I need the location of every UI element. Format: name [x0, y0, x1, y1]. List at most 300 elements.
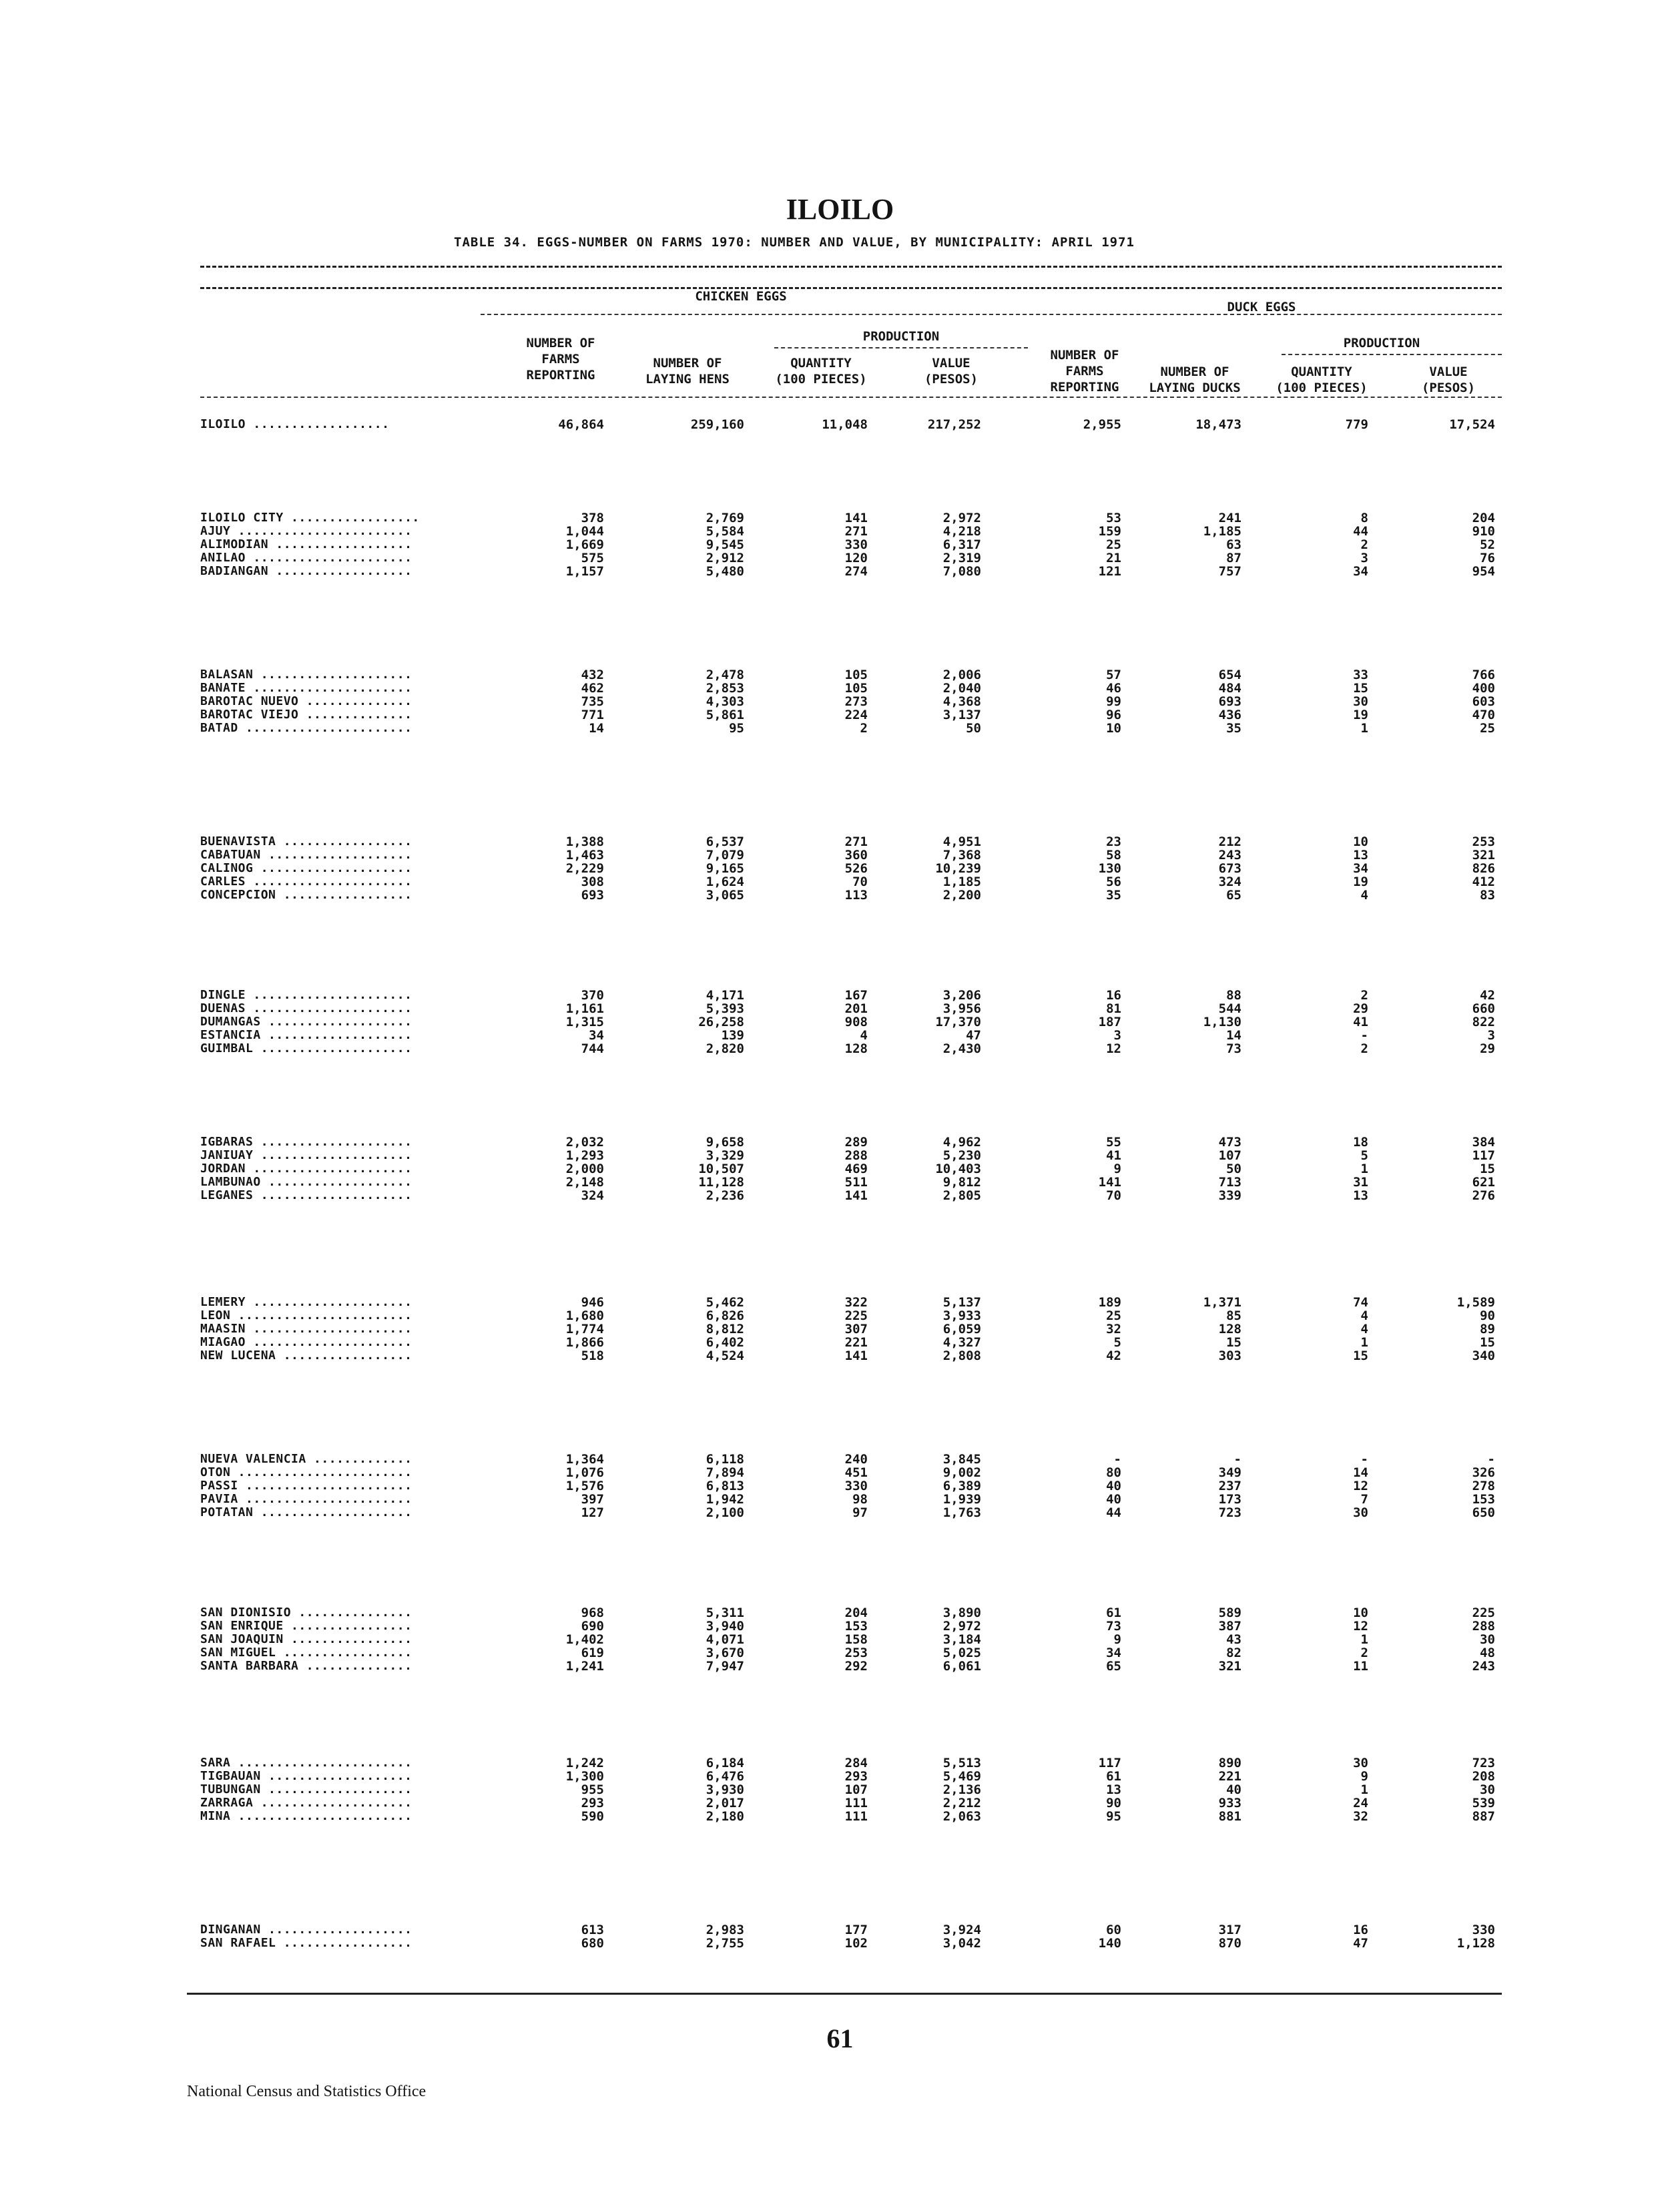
municipality-name: CABATUAN ................... — [200, 848, 412, 862]
table-cell: 9,812 — [942, 1175, 981, 1190]
table-cell: 2,955 — [1083, 417, 1121, 432]
table-cell: 3,930 — [706, 1782, 744, 1797]
table-cell: 80 — [1106, 1465, 1121, 1480]
table-cell: 65 — [1226, 888, 1241, 903]
table-cell: 243 — [1472, 1659, 1495, 1674]
table-row — [0, 1465, 1680, 1479]
total-row — [0, 417, 1680, 431]
table-cell: 1,763 — [942, 1505, 981, 1520]
table-cell: 117 — [1472, 1148, 1495, 1163]
table-cell: 723 — [1218, 1505, 1241, 1520]
municipality-name: TUBUNGAN ................... — [200, 1782, 412, 1796]
table-cell: 680 — [581, 1936, 604, 1951]
municipality-name: LEGANES .................... — [200, 1188, 412, 1202]
table-cell: 34 — [1106, 1646, 1121, 1660]
table-cell: 141 — [1098, 1175, 1121, 1190]
table-cell: 451 — [844, 1465, 868, 1480]
table-cell: 32 — [1353, 1809, 1368, 1824]
table-cell: 1,185 — [942, 875, 981, 889]
table-cell: - — [1233, 1452, 1241, 1467]
table-cell: 237 — [1218, 1479, 1241, 1493]
table-row — [0, 875, 1680, 888]
table-cell: 326 — [1472, 1465, 1495, 1480]
table-cell: 3 — [1360, 551, 1368, 565]
table-cell: 10,239 — [935, 861, 981, 876]
municipality-name: GUIMBAL .................... — [200, 1041, 412, 1055]
table-cell: 284 — [844, 1756, 868, 1770]
table-cell: 5,311 — [706, 1606, 744, 1620]
municipality-name: BAROTAC VIEJO .............. — [200, 708, 412, 722]
table-row — [0, 1188, 1680, 1202]
table-cell: 473 — [1218, 1135, 1241, 1150]
table-cell: 98 — [852, 1492, 868, 1507]
table-cell: 6,402 — [706, 1335, 744, 1350]
table-cell: 1,576 — [565, 1479, 604, 1493]
table-cell: 153 — [844, 1619, 868, 1634]
table-cell: 2,805 — [942, 1188, 981, 1203]
table-cell: 61 — [1106, 1606, 1121, 1620]
table-cell: 7,894 — [706, 1465, 744, 1480]
table-cell: 9,165 — [706, 861, 744, 876]
municipality-name: CONCEPCION ................. — [200, 888, 412, 902]
table-cell: 910 — [1472, 524, 1495, 539]
table-cell: 2,319 — [942, 551, 981, 565]
table-cell: 47 — [1353, 1936, 1368, 1951]
table-cell: 590 — [581, 1809, 604, 1824]
table-row — [0, 1162, 1680, 1175]
table-cell: 3,890 — [942, 1606, 981, 1620]
table-cell: 1,371 — [1203, 1295, 1241, 1310]
table-cell: 2,006 — [942, 668, 981, 682]
table-cell: 293 — [844, 1769, 868, 1784]
table-cell: 660 — [1472, 1001, 1495, 1016]
municipality-name: LEON ....................... — [200, 1308, 412, 1322]
table-cell: 3,956 — [942, 1001, 981, 1016]
table-cell: 1,463 — [565, 848, 604, 863]
table-cell: 274 — [844, 564, 868, 579]
table-cell: 322 — [844, 1295, 868, 1310]
table-cell: 339 — [1218, 1188, 1241, 1203]
table-cell: 276 — [1472, 1188, 1495, 1203]
table-cell: 292 — [844, 1659, 868, 1674]
table-cell: 2,983 — [706, 1923, 744, 1937]
table-cell: 1 — [1360, 1782, 1368, 1797]
municipality-name: ESTANCIA ................... — [200, 1028, 412, 1042]
table-cell: 12 — [1106, 1041, 1121, 1056]
table-cell: 243 — [1218, 848, 1241, 863]
municipality-name: BANATE ..................... — [200, 681, 412, 695]
table-cell: 511 — [844, 1175, 868, 1190]
table-cell: 11,048 — [822, 417, 868, 432]
table-cell: 204 — [844, 1606, 868, 1620]
table-cell: 2 — [1360, 1646, 1368, 1660]
table-cell: 5,230 — [942, 1148, 981, 1163]
table-cell: 89 — [1480, 1322, 1495, 1336]
table-cell: 744 — [581, 1041, 604, 1056]
table-cell: 619 — [581, 1646, 604, 1660]
table-cell: 3 — [1113, 1028, 1121, 1043]
table-cell: 128 — [844, 1041, 868, 1056]
table-cell: 469 — [844, 1162, 868, 1176]
table-row — [0, 1308, 1680, 1322]
table-cell: 693 — [1218, 694, 1241, 709]
table-row — [0, 708, 1680, 721]
table-cell: 4,218 — [942, 524, 981, 539]
table-cell: 5,393 — [706, 1001, 744, 1016]
table-cell: 140 — [1098, 1936, 1121, 1951]
table-cell: 82 — [1226, 1646, 1241, 1660]
table-cell: 6,826 — [706, 1308, 744, 1323]
table-cell: 890 — [1218, 1756, 1241, 1770]
municipality-name: SAN RAFAEL ................. — [200, 1936, 412, 1950]
table-cell: 30 — [1353, 694, 1368, 709]
table-cell: 70 — [852, 875, 868, 889]
table-cell: 321 — [1472, 848, 1495, 863]
table-cell: 53 — [1106, 511, 1121, 525]
table-cell: 12 — [1353, 1479, 1368, 1493]
table-cell: 1 — [1360, 1335, 1368, 1350]
table-cell: 58 — [1106, 848, 1121, 863]
table-cell: 253 — [1472, 834, 1495, 849]
table-cell: 65 — [1106, 1659, 1121, 1674]
table-cell: 432 — [581, 668, 604, 682]
table-cell: 340 — [1472, 1349, 1495, 1363]
table-cell: 271 — [844, 524, 868, 539]
table-cell: 7,079 — [706, 848, 744, 863]
farms-reporting-header: NUMBER OF FARMS REPORTING — [526, 336, 595, 383]
municipality-name: MIAGAO ..................... — [200, 1335, 412, 1349]
table-cell: 2,912 — [706, 551, 744, 565]
table-row — [0, 1659, 1680, 1672]
table-cell: 654 — [1218, 668, 1241, 682]
table-row — [0, 1809, 1680, 1822]
table-cell: 2,040 — [942, 681, 981, 696]
table-cell: 6,317 — [942, 537, 981, 552]
table-row — [0, 1452, 1680, 1465]
table-cell: 11,128 — [698, 1175, 744, 1190]
table-cell: 127 — [581, 1505, 604, 1520]
table-cell: 2,200 — [942, 888, 981, 903]
table-cell: 63 — [1226, 537, 1241, 552]
municipality-name: JORDAN ..................... — [200, 1162, 412, 1176]
table-cell: 7 — [1360, 1492, 1368, 1507]
table-cell: 484 — [1218, 681, 1241, 696]
table-cell: 121 — [1098, 564, 1121, 579]
table-title: TABLE 34. EGGS-NUMBER ON FARMS 1970: NUMBER AND VALUE, BY MUNICIPALITY: APRIL 1971 — [454, 235, 1135, 250]
table-cell: 1,624 — [706, 875, 744, 889]
table-cell: 6,061 — [942, 1659, 981, 1674]
table-row — [0, 834, 1680, 848]
table-cell: 23 — [1106, 834, 1121, 849]
table-cell: 2,853 — [706, 681, 744, 696]
table-cell: 107 — [1218, 1148, 1241, 1163]
municipality-name: NEW LUCENA ................. — [200, 1349, 412, 1363]
table-cell: 613 — [581, 1923, 604, 1937]
table-cell: 1,315 — [565, 1015, 604, 1029]
table-cell: 1,185 — [1203, 524, 1241, 539]
table-cell: 6,537 — [706, 834, 744, 849]
table-cell: 221 — [844, 1335, 868, 1350]
table-cell: 201 — [844, 1001, 868, 1016]
laying-ducks-header: NUMBER OF LAYING DUCKS — [1149, 364, 1241, 395]
table-cell: 826 — [1472, 861, 1495, 876]
table-cell: 208 — [1472, 1769, 1495, 1784]
table-cell: 621 — [1472, 1175, 1495, 1190]
table-cell: 324 — [1218, 875, 1241, 889]
table-cell: 153 — [1472, 1492, 1495, 1507]
table-cell: 25 — [1106, 1308, 1121, 1323]
table-cell: 90 — [1106, 1796, 1121, 1810]
table-cell: 76 — [1480, 551, 1495, 565]
table-cell: 1,939 — [942, 1492, 981, 1507]
table-cell: 70 — [1106, 1188, 1121, 1203]
table-cell: 120 — [844, 551, 868, 565]
table-cell: 3,329 — [706, 1148, 744, 1163]
table-cell: 3,184 — [942, 1632, 981, 1647]
duck-value-header: VALUE (PESOS) — [1421, 364, 1476, 395]
table-cell: 11 — [1353, 1659, 1368, 1674]
table-cell: 81 — [1106, 1001, 1121, 1016]
table-cell: 1,680 — [565, 1308, 604, 1323]
table-cell: 1,402 — [565, 1632, 604, 1647]
table-cell: 4,951 — [942, 834, 981, 849]
table-row — [0, 861, 1680, 875]
table-cell: 107 — [844, 1782, 868, 1797]
table-cell: 14 — [1226, 1028, 1241, 1043]
table-cell: 360 — [844, 848, 868, 863]
table-cell: 10,403 — [935, 1162, 981, 1176]
table-cell: 1,157 — [565, 564, 604, 579]
table-cell: 278 — [1472, 1479, 1495, 1493]
table-cell: 308 — [581, 875, 604, 889]
table-cell: 2,478 — [706, 668, 744, 682]
table-cell: 7,080 — [942, 564, 981, 579]
municipality-name: PASSI ...................... — [200, 1479, 412, 1493]
table-cell: 1,669 — [565, 537, 604, 552]
table-cell: 56 — [1106, 875, 1121, 889]
table-cell: 2,972 — [942, 1619, 981, 1634]
table-cell: 5,584 — [706, 524, 744, 539]
table-cell: 908 — [844, 1015, 868, 1029]
municipality-name: MINA ....................... — [200, 1809, 412, 1823]
table-cell: 288 — [844, 1148, 868, 1163]
table-row — [0, 721, 1680, 734]
table-cell: 330 — [844, 1479, 868, 1493]
table-cell: 6,389 — [942, 1479, 981, 1493]
quantity-header: QUANTITY (100 PIECES) — [775, 356, 867, 387]
table-row — [0, 1015, 1680, 1028]
municipality-name: SAN JOAQUIN ................ — [200, 1632, 412, 1646]
table-row — [0, 1335, 1680, 1349]
table-cell: 10 — [1106, 721, 1121, 736]
table-cell: 14 — [1353, 1465, 1368, 1480]
table-cell: 159 — [1098, 524, 1121, 539]
table-cell: 9 — [1113, 1162, 1121, 1176]
table-row — [0, 888, 1680, 901]
table-cell: 735 — [581, 694, 604, 709]
table-cell: 99 — [1106, 694, 1121, 709]
table-cell: 15 — [1226, 1335, 1241, 1350]
table-cell: 30 — [1480, 1632, 1495, 1647]
table-cell: 9,658 — [706, 1135, 744, 1150]
table-cell: 2,229 — [565, 861, 604, 876]
table-cell: 13 — [1106, 1782, 1121, 1797]
table-cell: 31 — [1353, 1175, 1368, 1190]
table-cell: 29 — [1480, 1041, 1495, 1056]
table-cell: 87 — [1226, 551, 1241, 565]
municipality-name: BAROTAC NUEVO .............. — [200, 694, 412, 708]
table-cell: - — [1360, 1028, 1368, 1043]
table-cell: 18 — [1353, 1135, 1368, 1150]
table-cell: 5 — [1113, 1335, 1121, 1350]
table-cell: 113 — [844, 888, 868, 903]
municipality-name: CALINOG .................... — [200, 861, 412, 875]
table-cell: 46,864 — [558, 417, 604, 432]
table-cell: 870 — [1218, 1936, 1241, 1951]
municipality-name: AJUY ....................... — [200, 524, 412, 538]
table-cell: 88 — [1226, 988, 1241, 1003]
municipality-name: DUMANGAS ................... — [200, 1015, 412, 1029]
table-cell: 158 — [844, 1632, 868, 1647]
table-cell: 7,947 — [706, 1659, 744, 1674]
table-cell: 85 — [1226, 1308, 1241, 1323]
table-cell: 40 — [1106, 1492, 1121, 1507]
table-cell: 650 — [1472, 1505, 1495, 1520]
table-cell: 1,774 — [565, 1322, 604, 1336]
table-cell: 95 — [729, 721, 744, 736]
table-cell: 589 — [1218, 1606, 1241, 1620]
table-cell: 35 — [1226, 721, 1241, 736]
table-cell: 74 — [1353, 1295, 1368, 1310]
table-cell: 13 — [1353, 1188, 1368, 1203]
table-cell: 2,808 — [942, 1349, 981, 1363]
table-cell: 44 — [1353, 524, 1368, 539]
table-cell: 130 — [1098, 861, 1121, 876]
table-cell: 1,076 — [565, 1465, 604, 1480]
table-row — [0, 1135, 1680, 1148]
municipality-name: ALIMODIAN .................. — [200, 537, 412, 551]
table-row — [0, 681, 1680, 694]
table-cell: 1,293 — [565, 1148, 604, 1163]
table-cell: 384 — [1472, 1135, 1495, 1150]
table-cell: 271 — [844, 834, 868, 849]
table-cell: 42 — [1480, 988, 1495, 1003]
table-cell: 17,524 — [1449, 417, 1495, 432]
table-cell: 946 — [581, 1295, 604, 1310]
table-cell: 4,524 — [706, 1349, 744, 1363]
table-cell: 15 — [1353, 681, 1368, 696]
table-cell: 3,845 — [942, 1452, 981, 1467]
table-cell: 224 — [844, 708, 868, 722]
table-cell: 44 — [1106, 1505, 1121, 1520]
table-cell: 771 — [581, 708, 604, 722]
table-cell: 12 — [1353, 1619, 1368, 1634]
table-cell: 3,042 — [942, 1936, 981, 1951]
table-cell: 5,469 — [942, 1769, 981, 1784]
table-cell: 2 — [1360, 988, 1368, 1003]
table-cell: 19 — [1353, 875, 1368, 889]
table-cell: 1 — [1360, 1632, 1368, 1647]
table-cell: 1,128 — [1456, 1936, 1495, 1951]
table-cell: 3,065 — [706, 888, 744, 903]
table-cell: 25 — [1106, 537, 1121, 552]
table-cell: 60 — [1106, 1923, 1121, 1937]
table-cell: 1 — [1360, 721, 1368, 736]
table-cell: 317 — [1218, 1923, 1241, 1937]
table-row — [0, 1769, 1680, 1782]
table-row — [0, 537, 1680, 551]
table-cell: 95 — [1106, 1809, 1121, 1824]
table-cell: 240 — [844, 1452, 868, 1467]
table-row — [0, 1796, 1680, 1809]
municipality-name: DINGLE ..................... — [200, 988, 412, 1002]
table-cell: 17,370 — [935, 1015, 981, 1029]
table-cell: 217,252 — [927, 417, 981, 432]
table-cell: 723 — [1472, 1756, 1495, 1770]
table-cell: 9 — [1360, 1769, 1368, 1784]
municipality-name: MAASIN ..................... — [200, 1322, 412, 1336]
municipality-name: IGBARAS .................... — [200, 1135, 412, 1149]
table-cell: 518 — [581, 1349, 604, 1363]
table-cell: 4,327 — [942, 1335, 981, 1350]
table-cell: 10,507 — [698, 1162, 744, 1176]
table-cell: 693 — [581, 888, 604, 903]
table-row — [0, 1646, 1680, 1659]
table-cell: 24 — [1353, 1796, 1368, 1810]
table-cell: 221 — [1218, 1769, 1241, 1784]
table-cell: 5,861 — [706, 708, 744, 722]
table-cell: 2 — [1360, 537, 1368, 552]
table-cell: 6,059 — [942, 1322, 981, 1336]
table-cell: 289 — [844, 1135, 868, 1150]
table-cell: 303 — [1218, 1349, 1241, 1363]
table-cell: 42 — [1106, 1349, 1121, 1363]
table-cell: 544 — [1218, 1001, 1241, 1016]
table-cell: 97 — [852, 1505, 868, 1520]
table-cell: 52 — [1480, 537, 1495, 552]
table-cell: 90 — [1480, 1308, 1495, 1323]
table-cell: - — [1487, 1452, 1495, 1467]
table-cell: 50 — [1226, 1162, 1241, 1176]
table-cell: 105 — [844, 668, 868, 682]
table-cell: 1,388 — [565, 834, 604, 849]
table-row — [0, 1923, 1680, 1936]
duck-quantity-header: QUANTITY (100 PIECES) — [1276, 364, 1368, 395]
table-row — [0, 511, 1680, 524]
table-cell: 1,942 — [706, 1492, 744, 1507]
municipality-name: DUENAS ..................... — [200, 1001, 412, 1015]
table-cell: 1 — [1360, 1162, 1368, 1176]
table-cell: 822 — [1472, 1015, 1495, 1029]
table-cell: 15 — [1480, 1335, 1495, 1350]
table-cell: 2,063 — [942, 1809, 981, 1824]
municipality-name: POTATAN .................... — [200, 1505, 412, 1519]
table-cell: 16 — [1106, 988, 1121, 1003]
table-cell: 141 — [844, 511, 868, 525]
table-cell: 2,000 — [565, 1162, 604, 1176]
table-row — [0, 1349, 1680, 1362]
chicken-production-heading: PRODUCTION — [862, 329, 940, 344]
table-cell: 2,755 — [706, 1936, 744, 1951]
table-cell: 96 — [1106, 708, 1121, 722]
table-cell: 102 — [844, 1936, 868, 1951]
table-cell: 470 — [1472, 708, 1495, 722]
table-cell: 881 — [1218, 1809, 1241, 1824]
table-cell: 30 — [1480, 1782, 1495, 1797]
table-cell: 117 — [1098, 1756, 1121, 1770]
table-cell: 16 — [1353, 1923, 1368, 1937]
table-cell: 2,100 — [706, 1505, 744, 1520]
